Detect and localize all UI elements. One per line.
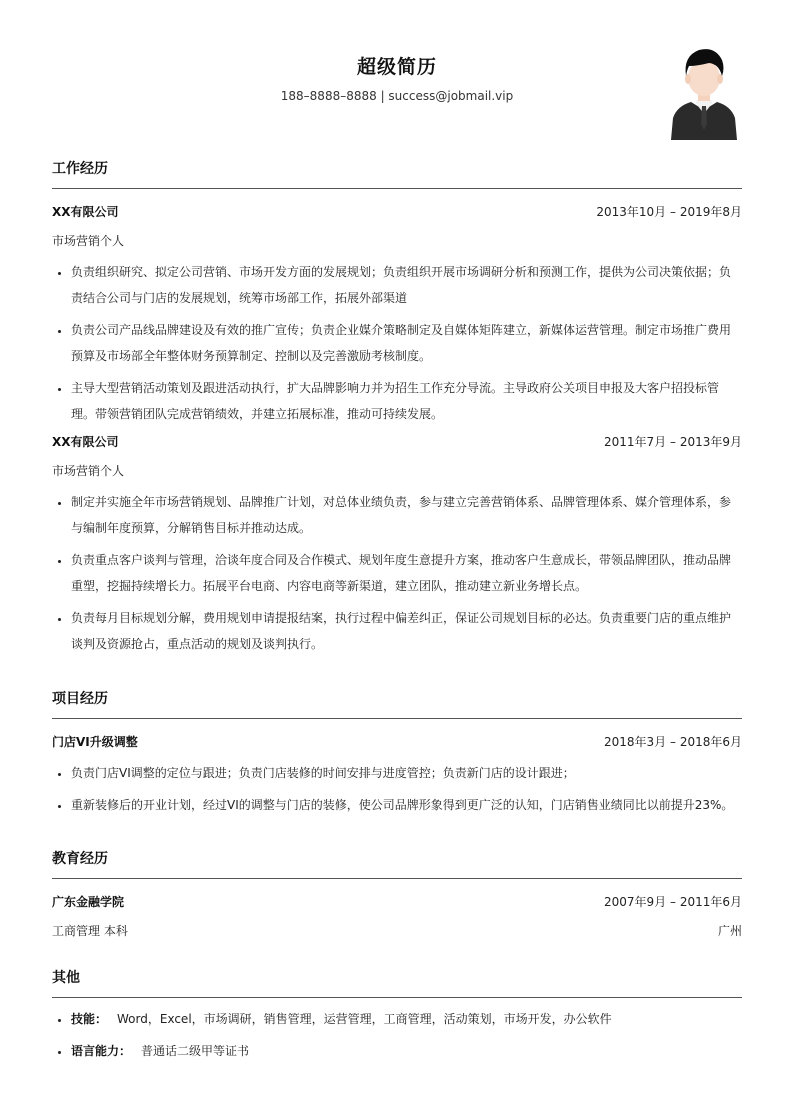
skills-value: Word，Excel，市场调研，销售管理，运营管理，工商管理，活动策划，市场开发，办公软件 bbox=[117, 1012, 612, 1026]
location: 广州 bbox=[717, 924, 742, 938]
language-label: 语言能力： bbox=[71, 1044, 132, 1058]
list-item: • 负责重点客户谈判与管理，洽谈年度合同及合作模式、规划年度生意提升方案，推动客户生意成长，带领品牌团队，推动品牌重塑，挖掘持续增长力。拓展平台电商、内容电商等新渠道，建立团队，推动建立新业务增长点。 bbox=[71, 547, 742, 599]
list-item: • 主导大型营销活动策划及跟进活动执行，扩大品牌影响力并为招生工作充分导流。主导政府公关项目申报及大客户招投标管理。带领营销团队完成营销绩效，并建立拓展标准，推动可持续发展。 bbox=[71, 375, 742, 427]
bullet-list bbox=[52, 760, 742, 818]
work-entry bbox=[52, 203, 742, 427]
entry-date: 2013年10月 – 2019年8月 bbox=[596, 205, 742, 219]
degree: 工商管理 本科 bbox=[52, 924, 128, 938]
other-section bbox=[52, 967, 742, 1070]
language-value: 普通话二级甲等证书 bbox=[141, 1044, 250, 1058]
education-entry bbox=[52, 893, 742, 939]
company-name: XX有限公司 bbox=[52, 205, 119, 219]
school-name: 广东金融学院 bbox=[52, 895, 125, 909]
project-entry bbox=[52, 733, 742, 818]
list-item: • 负责每月目标规划分解，费用规划申请提报结案，执行过程中偏差纠正，保证公司规划目标的必达。负责重要门店的重点维护谈判及资源抢占，重点活动的规划及谈判执行。 bbox=[71, 605, 742, 657]
list-item: • 负责公司产品线品牌建设及有效的推广宣传；负责企业媒介策略制定及自媒体矩阵建立，新媒体运营管理。制定市场推广费用预算及市场部全年整体财务预算制定、控制以及完善激励考核制度。 bbox=[71, 317, 742, 369]
project-experience-section bbox=[52, 688, 742, 824]
contact-info: 188–8888–8888 | success@jobmail.vip bbox=[280, 89, 514, 103]
list-item: • 制定并实施全年市场营销规划、品牌推广计划，对总体业绩负责，参与建立完善营销体系、品牌管理体系、媒介管理体系，参与编制年度预算，分解销售目标并推动达成。 bbox=[71, 489, 742, 541]
list-item: • 重新装修后的开业计划，经过VI的调整与门店的装修，使公司品牌形象得到更广泛的认知，门店销售业绩同比以前提升23%。 bbox=[71, 792, 742, 818]
job-title: 市场营销个人 bbox=[52, 234, 125, 248]
section-title: 其他 bbox=[52, 967, 742, 998]
skills-label: 技能： bbox=[71, 1012, 108, 1026]
entry-date: 2007年9月 – 2011年6月 bbox=[604, 895, 742, 909]
company-name: XX有限公司 bbox=[52, 435, 119, 449]
education-section bbox=[52, 848, 742, 939]
list-item bbox=[71, 1006, 742, 1032]
work-experience-section bbox=[52, 158, 742, 663]
candidate-name: 超级简历 bbox=[356, 56, 437, 78]
bullet-list bbox=[52, 1006, 742, 1064]
entry-date: 2018年3月 – 2018年6月 bbox=[604, 735, 742, 749]
section-title: 项目经历 bbox=[52, 688, 742, 719]
bullet-list bbox=[52, 259, 742, 427]
resume-page bbox=[52, 0, 742, 1058]
entry-date: 2011年7月 – 2013年9月 bbox=[604, 435, 742, 449]
avatar bbox=[669, 44, 739, 140]
project-name: 门店VI升级调整 bbox=[52, 735, 138, 749]
work-entry bbox=[52, 433, 742, 657]
list-item: • 负责组织研究、拟定公司营销、市场开发方面的发展规划；负责组织开展市场调研分析和预测工作，提供为公司决策依据；负责结合公司与门店的发展规划，统筹市场部工作，拓展外部渠道 bbox=[71, 259, 742, 311]
section-title: 教育经历 bbox=[52, 848, 742, 879]
job-title: 市场营销个人 bbox=[52, 464, 125, 478]
section-title: 工作经历 bbox=[52, 158, 742, 189]
list-item: • 负责门店VI调整的定位与跟进；负责门店装修的时间安排与进度管控；负责新门店的设计跟进； bbox=[71, 760, 742, 786]
resume-header bbox=[52, 0, 742, 150]
bullet-list bbox=[52, 489, 742, 657]
list-item bbox=[71, 1038, 742, 1064]
